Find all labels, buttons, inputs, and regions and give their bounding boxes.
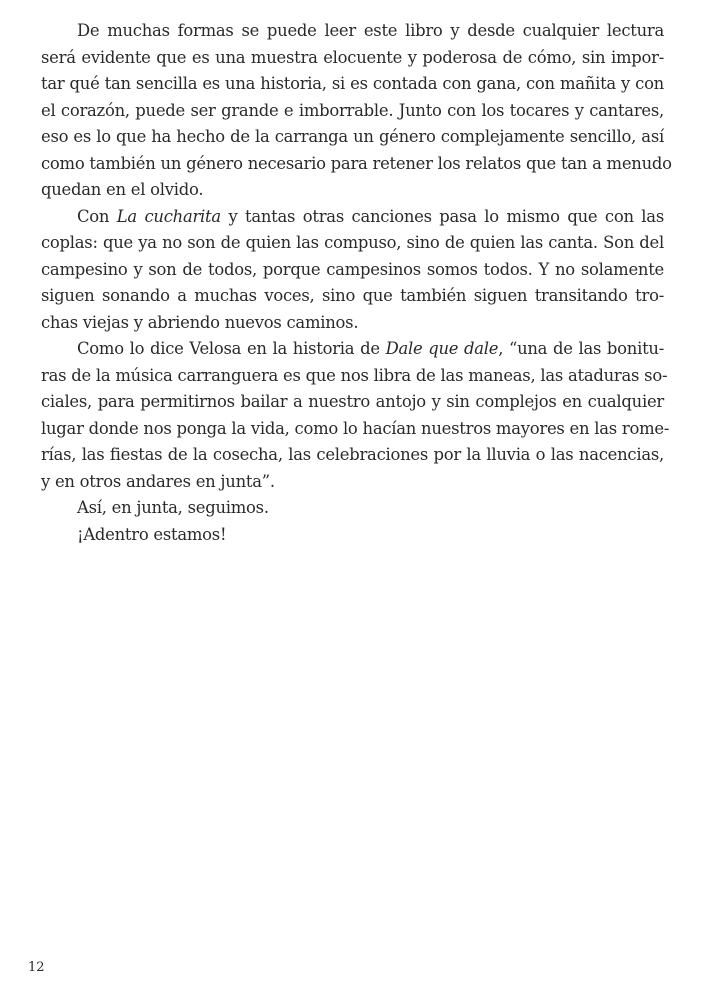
- paragraph: [41, 18, 672, 204]
- text-line: [41, 151, 672, 178]
- paragraph: [41, 495, 664, 522]
- text-segment: Como lo dice Velosa en la historia de: [77, 339, 386, 358]
- text-line: [41, 522, 664, 549]
- italic-title: Dale que dale: [385, 339, 499, 358]
- text-line: [41, 310, 664, 337]
- text-line: [41, 416, 670, 443]
- text-segment: De muchas formas se puede leer este libro y desde cualquier lectura: [77, 21, 664, 40]
- text-line: [41, 18, 664, 45]
- text-line: [41, 336, 664, 363]
- text-line: [41, 363, 668, 390]
- text-segment: campesino y son de todos, porque campesinos somos todos. Y no solamente: [41, 259, 664, 279]
- text-line: [41, 71, 664, 98]
- paragraph: [41, 204, 664, 337]
- page-number: 12: [28, 960, 45, 975]
- text-segment: será evidente que es una muestra elocuente y poderosa de cómo, sin impor-: [41, 47, 664, 67]
- text-line: [41, 45, 664, 72]
- text-segment: ras de la música carranguera es que nos libra de las maneas, las ataduras so-: [41, 365, 668, 385]
- text-segment: y tantas otras canciones pasa lo mismo que con las: [220, 206, 664, 226]
- text-segment: ciales, para permitirnos bailar a nuestro antojo y sin complejos en cualquier: [41, 392, 664, 411]
- text-segment: chas viejas y abriendo nuevos caminos.: [41, 312, 359, 332]
- text-segment: ¡Adentro estamos!: [77, 524, 227, 544]
- page-body: [41, 18, 672, 548]
- text-line: [41, 124, 664, 151]
- text-segment: , “una de las bonitu-: [498, 339, 664, 358]
- text-segment: y en otros andares en junta”.: [41, 471, 275, 491]
- text-segment: el corazón, puede ser grande e imborrable. Junto con los tocares y cantares,: [41, 100, 664, 120]
- text-line: [41, 495, 664, 522]
- paragraph: [41, 336, 670, 495]
- text-segment: rías, las fiestas de la cosecha, las celebraciones por la lluvia o las nacencias,: [41, 445, 664, 464]
- paragraph: [41, 522, 664, 549]
- text-segment: tar qué tan sencilla es una historia, si es contada con gana, con mañita y con: [41, 74, 664, 93]
- text-segment: quedan en el olvido.: [41, 180, 204, 199]
- text-segment: Así, en junta, seguimos.: [77, 498, 269, 517]
- text-line: [41, 469, 664, 496]
- italic-title: La cucharita: [116, 206, 221, 226]
- text-line: [41, 257, 664, 284]
- text-segment: como también un género necesario para retener los relatos que tan a menudo: [41, 153, 672, 173]
- text-line: [41, 230, 664, 257]
- text-segment: eso es lo que ha hecho de la carranga un género complejamente sencillo, así: [41, 127, 664, 146]
- text-line: [41, 204, 664, 231]
- text-line: [41, 177, 664, 204]
- text-segment: lugar donde nos ponga la vida, como lo hacían nuestros mayores en las rome-: [41, 418, 670, 438]
- text-segment: coplas: que ya no son de quien las compuso, sino de quien las canta. Son del: [41, 233, 664, 252]
- text-line: [41, 442, 664, 469]
- text-line: [41, 283, 664, 310]
- text-line: [41, 389, 664, 416]
- text-line: [41, 98, 664, 125]
- text-segment: Con: [77, 206, 117, 226]
- text-segment: siguen sonando a muchas voces, sino que también siguen transitando tro-: [41, 286, 664, 305]
